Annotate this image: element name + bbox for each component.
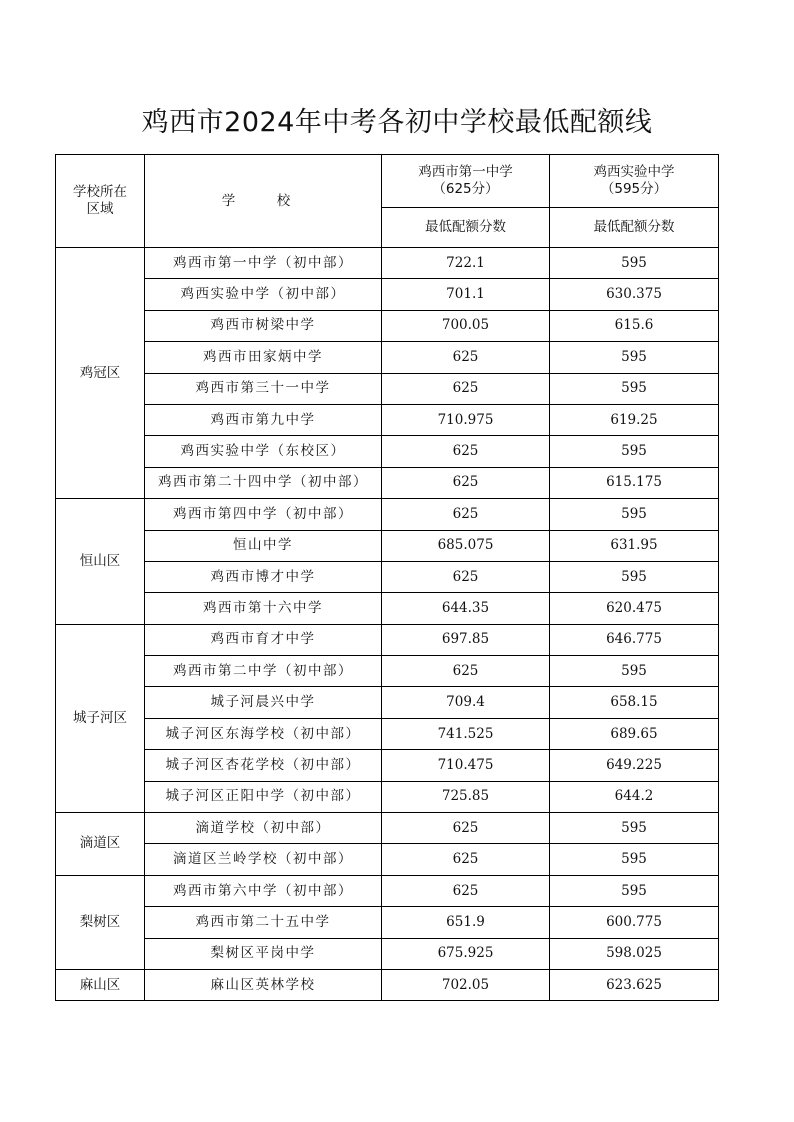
school-name-cell: 鸡西市第三十一中学 — [145, 373, 382, 404]
score-no1-cell: 625 — [382, 875, 550, 906]
table-row — [56, 875, 719, 906]
score-shiyan-cell: 619.25 — [550, 404, 719, 435]
table-row — [56, 750, 719, 781]
score-shiyan-cell: 595 — [550, 875, 719, 906]
table-row — [56, 499, 719, 530]
table-row — [56, 404, 719, 435]
school-name-cell: 鸡西市第二十五中学 — [145, 907, 382, 938]
table-row — [56, 530, 719, 561]
score-no1-cell: 701.1 — [382, 279, 550, 310]
score-no1-cell: 741.525 — [382, 718, 550, 749]
score-no1-cell: 625 — [382, 656, 550, 687]
score-shiyan-cell: 600.775 — [550, 907, 719, 938]
school-name-cell: 城子河晨兴中学 — [145, 687, 382, 718]
school-name-cell: 麻山区英林学校 — [145, 969, 382, 1000]
score-no1-cell: 625 — [382, 813, 550, 844]
score-shiyan-cell: 595 — [550, 373, 719, 404]
header-sub-label-1: 最低配额分数 — [382, 208, 550, 248]
school-name-cell: 鸡西市树梁中学 — [145, 310, 382, 341]
table-row — [56, 718, 719, 749]
school-name-cell: 鸡西实验中学（初中部） — [145, 279, 382, 310]
school-name-cell: 恒山中学 — [145, 530, 382, 561]
score-no1-cell: 625 — [382, 499, 550, 530]
district-cell: 恒山区 — [56, 499, 145, 625]
school-name-cell: 鸡西市育才中学 — [145, 624, 382, 655]
page-title: 鸡西市2024年中考各初中学校最低配额线 — [141, 107, 653, 138]
score-no1-cell: 625 — [382, 561, 550, 592]
school-name-cell: 鸡西市田家炳中学 — [145, 342, 382, 373]
table-row — [56, 373, 719, 404]
score-no1-cell: 697.85 — [382, 624, 550, 655]
table-row — [56, 938, 719, 969]
score-no1-cell: 644.35 — [382, 593, 550, 624]
school-name-cell: 滴道区兰岭学校（初中部） — [145, 844, 382, 875]
score-no1-cell: 710.975 — [382, 404, 550, 435]
school-name-cell: 城子河区东海学校（初中部） — [145, 718, 382, 749]
header-school-2: 鸡西实验中学 （595分） — [550, 155, 719, 208]
score-no1-cell: 625 — [382, 342, 550, 373]
score-no1-cell: 625 — [382, 373, 550, 404]
table-row — [56, 844, 719, 875]
score-shiyan-cell: 595 — [550, 499, 719, 530]
school-name-cell: 城子河区正阳中学（初中部） — [145, 781, 382, 812]
table-row — [56, 687, 719, 718]
score-shiyan-cell: 689.65 — [550, 718, 719, 749]
score-no1-cell: 722.1 — [382, 248, 550, 279]
score-shiyan-cell: 595 — [550, 656, 719, 687]
score-no1-cell: 625 — [382, 467, 550, 498]
score-shiyan-cell: 595 — [550, 342, 719, 373]
score-shiyan-cell: 595 — [550, 844, 719, 875]
score-no1-cell: 700.05 — [382, 310, 550, 341]
school-name-cell: 鸡西市第一中学（初中部） — [145, 248, 382, 279]
school-name-cell: 鸡西市第二十四中学（初中部） — [145, 467, 382, 498]
district-cell: 麻山区 — [56, 969, 145, 1000]
school-name-cell: 城子河区杏花学校（初中部） — [145, 750, 382, 781]
school-name-cell: 鸡西市第六中学（初中部） — [145, 875, 382, 906]
score-no1-cell: 702.05 — [382, 969, 550, 1000]
table-row — [56, 467, 719, 498]
table-row — [56, 593, 719, 624]
score-no1-cell: 685.075 — [382, 530, 550, 561]
score-no1-cell: 675.925 — [382, 938, 550, 969]
score-shiyan-cell: 595 — [550, 813, 719, 844]
score-no1-cell: 710.475 — [382, 750, 550, 781]
score-shiyan-cell: 631.95 — [550, 530, 719, 561]
table-row — [56, 781, 719, 812]
table-row — [56, 561, 719, 592]
score-shiyan-cell: 598.025 — [550, 938, 719, 969]
school-name-cell: 鸡西市博才中学 — [145, 561, 382, 592]
table-row — [56, 310, 719, 341]
header-school-1: 鸡西市第一中学 （625分） — [382, 155, 550, 208]
score-shiyan-cell: 595 — [550, 561, 719, 592]
table-row — [56, 907, 719, 938]
score-shiyan-cell: 620.475 — [550, 593, 719, 624]
score-shiyan-cell: 595 — [550, 248, 719, 279]
score-shiyan-cell: 646.775 — [550, 624, 719, 655]
score-shiyan-cell: 623.625 — [550, 969, 719, 1000]
score-no1-cell: 709.4 — [382, 687, 550, 718]
score-shiyan-cell: 615.175 — [550, 467, 719, 498]
table-row — [56, 342, 719, 373]
district-cell: 城子河区 — [56, 624, 145, 812]
school-name-cell: 鸡西市第四中学（初中部） — [145, 499, 382, 530]
quota-score-table — [55, 154, 719, 1001]
table-row — [56, 969, 719, 1000]
table-row — [56, 813, 719, 844]
table-row — [56, 624, 719, 655]
district-cell: 鸡冠区 — [56, 248, 145, 499]
district-cell: 滴道区 — [56, 813, 145, 876]
score-no1-cell: 625 — [382, 436, 550, 467]
table-row — [56, 279, 719, 310]
score-shiyan-cell: 658.15 — [550, 687, 719, 718]
table-row — [56, 436, 719, 467]
score-shiyan-cell: 644.2 — [550, 781, 719, 812]
score-shiyan-cell: 630.375 — [550, 279, 719, 310]
school-name-cell: 鸡西实验中学（东校区） — [145, 436, 382, 467]
header-school: 学 校 — [145, 155, 382, 248]
school-name-cell: 滴道学校（初中部） — [145, 813, 382, 844]
score-no1-cell: 651.9 — [382, 907, 550, 938]
score-no1-cell: 725.85 — [382, 781, 550, 812]
school-name-cell: 鸡西市第九中学 — [145, 404, 382, 435]
school-name-cell: 鸡西市第十六中学 — [145, 593, 382, 624]
score-shiyan-cell: 615.6 — [550, 310, 719, 341]
district-cell: 梨树区 — [56, 875, 145, 969]
school-name-cell: 鸡西市第二中学（初中部） — [145, 656, 382, 687]
score-shiyan-cell: 649.225 — [550, 750, 719, 781]
header-sub-label-2: 最低配额分数 — [550, 208, 719, 248]
score-shiyan-cell: 595 — [550, 436, 719, 467]
table-row — [56, 248, 719, 279]
table-row — [56, 656, 719, 687]
table-body — [56, 248, 719, 1001]
header-district: 学校所在 区域 — [56, 155, 145, 248]
score-no1-cell: 625 — [382, 844, 550, 875]
school-name-cell: 梨树区平岗中学 — [145, 938, 382, 969]
